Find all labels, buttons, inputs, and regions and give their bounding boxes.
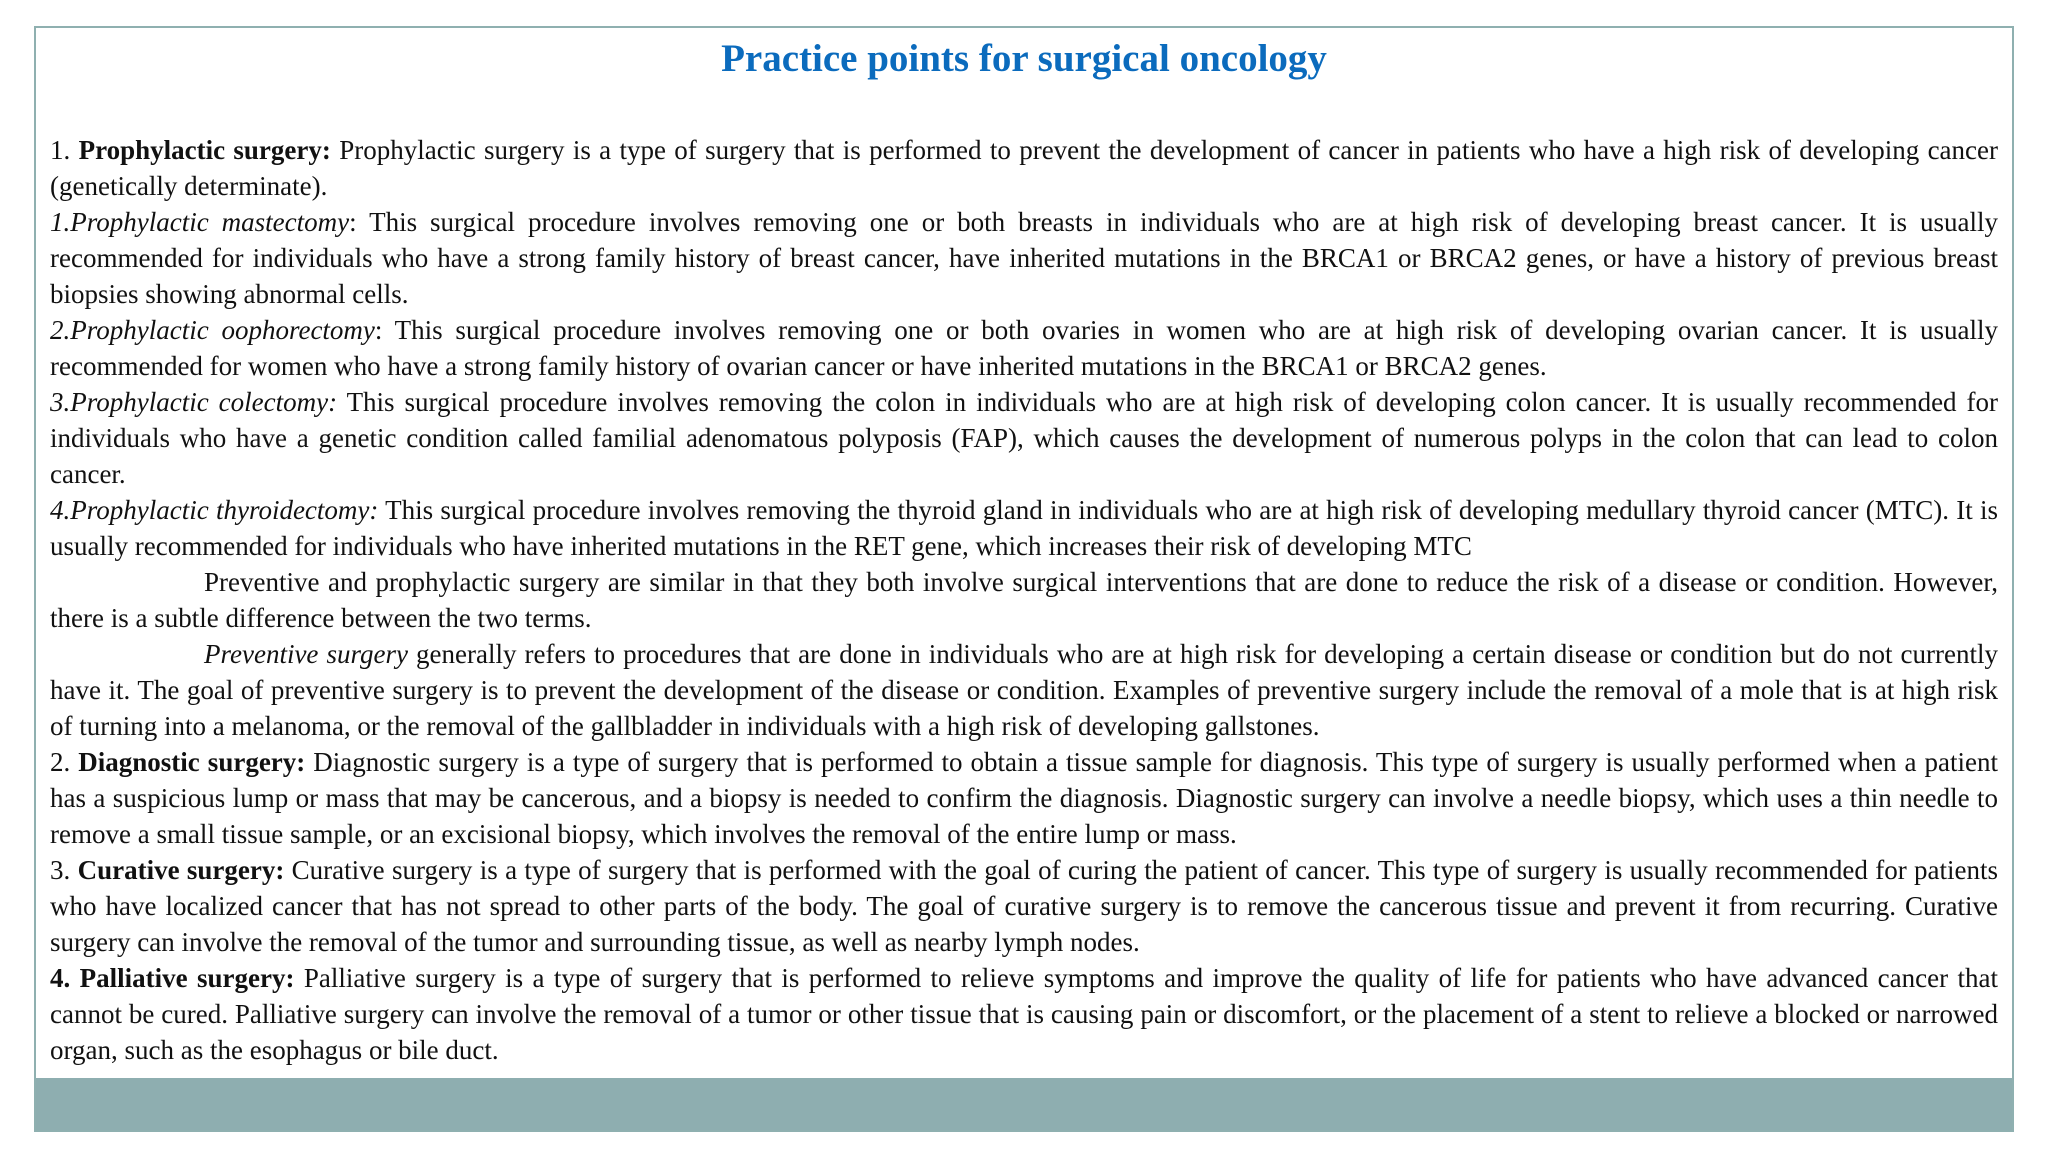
paragraph-text: : This surgical procedure involves removing one or both breasts in individuals who are at high risk of developing breast cancer. It is usually recommended for individuals who have a strong family history of breast cancer, have inherited mutations in the BRCA1 or BRCA2 genes, or have a history of previous breast biopsies showing abnormal cells. [50, 207, 1998, 309]
item-number: 1. [50, 135, 79, 165]
paragraph-text: Preventive and prophylactic surgery are similar in that they both involve surgical interventions that are done to reduce the risk of a disease or condition. However, there is a subtle difference between the two terms. [50, 567, 1998, 633]
term-preventive-surgery: Preventive surgery [204, 639, 408, 669]
paragraph-prophylactic-mastectomy [50, 204, 1998, 312]
paragraph-prophylactic-surgery [50, 132, 1998, 204]
paragraph-text: : This surgical procedure involves removing one or both ovaries in women who are at high risk of developing ovarian cancer. It is usually recommended for women who have a strong family history of ovarian cancer or have inherited mutations in the BRCA1 or BRCA2 genes. [50, 315, 1998, 381]
paragraph-preventive-surgery [50, 636, 1998, 744]
paragraph-text: Curative surgery is a type of surgery that is performed with the goal of curing the patient of cancer. This type of surgery is usually recommended for patients who have localized cancer that has not spread to other parts of the body. The goal of curative surgery is to remove the cancerous tissue and prevent it from recurring. Curative surgery can involve the removal of the tumor and surrounding tissue, as well as nearby lymph nodes. [50, 855, 1999, 957]
paragraph-diagnostic-surgery [50, 744, 1998, 852]
paragraph-palliative-surgery [50, 960, 1998, 1068]
term-prophylactic-colectomy: 3.Prophylactic colectomy: [50, 387, 338, 417]
paragraph-text: This surgical procedure involves removing the colon in individuals who are at high risk of developing colon cancer. It is usually recommended for individuals who have a genetic condition called familial adenomatous polyposis (FAP), which causes the development of numerous polyps in the colon that can lead to colon cancer. [50, 387, 1998, 489]
term-palliative-surgery: 4. Palliative surgery: [50, 963, 295, 993]
paragraph-text: Prophylactic surgery is a type of surgery that is performed to prevent the development of cancer in patients who have a high risk of developing cancer (genetically determinate). [50, 135, 1998, 201]
paragraph-text: generally refers to procedures that are done in individuals who are at high risk for developing a certain disease or condition but do not currently have it. The goal of preventive surgery is to prevent the development of the disease or condition. Examples of preventive surgery include the removal of a mole that is at high risk of turning into a melanoma, or the removal of the gallbladder in individuals with a high risk of developing gallstones. [50, 639, 1998, 741]
item-number: 3. [50, 855, 78, 885]
term-curative-surgery: Curative surgery: [77, 855, 285, 885]
term-prophylactic-oophorectomy: 2.Prophylactic oophorectomy [50, 315, 375, 345]
paragraph-prophylactic-oophorectomy [50, 312, 1998, 384]
paragraph-text: This surgical procedure involves removing the thyroid gland in individuals who are at high risk of developing medullary thyroid cancer (MTC). It is usually recommended for individuals who have inherited mutations in the RET gene, which increases their risk of developing MTC [50, 495, 1998, 561]
term-prophylactic-mastectomy: 1.Prophylactic mastectomy [50, 207, 350, 237]
footer-bar [36, 1078, 2012, 1130]
slide-body [50, 132, 1998, 1068]
term-prophylactic-thyroidectomy: 4.Prophylactic thyroidectomy: [50, 495, 379, 525]
paragraph-text: Palliative surgery is a type of surgery that is performed to relieve symptoms and improve the quality of life for patients who have advanced cancer that cannot be cured. Palliative surgery can involve the removal of a tumor or other tissue that is causing pain or discomfort, or the placement of a stent to relieve a blocked or narrowed organ, such as the esophagus or bile duct. [50, 963, 1998, 1065]
paragraph-preventive-vs-prophylactic [50, 564, 1998, 636]
slide [34, 26, 2014, 1132]
item-number: 2. [50, 747, 79, 777]
term-diagnostic-surgery: Diagnostic surgery: [78, 747, 306, 777]
paragraph-curative-surgery [50, 852, 1998, 960]
paragraph-prophylactic-colectomy [50, 384, 1998, 492]
page-title: Practice points for surgical oncology [721, 37, 1327, 80]
term-prophylactic-surgery: Prophylactic surgery: [78, 135, 331, 165]
paragraph-text: Diagnostic surgery is a type of surgery that is performed to obtain a tissue sample for diagnosis. This type of surgery is usually performed when a patient has a suspicious lump or mass that may be cancerous, and a biopsy is needed to confirm the diagnosis. Diagnostic surgery can involve a needle biopsy, which uses a thin needle to remove a small tissue sample, or an excisional biopsy, which involves the removal of the entire lump or mass. [50, 747, 1998, 849]
paragraph-prophylactic-thyroidectomy [50, 492, 1998, 564]
